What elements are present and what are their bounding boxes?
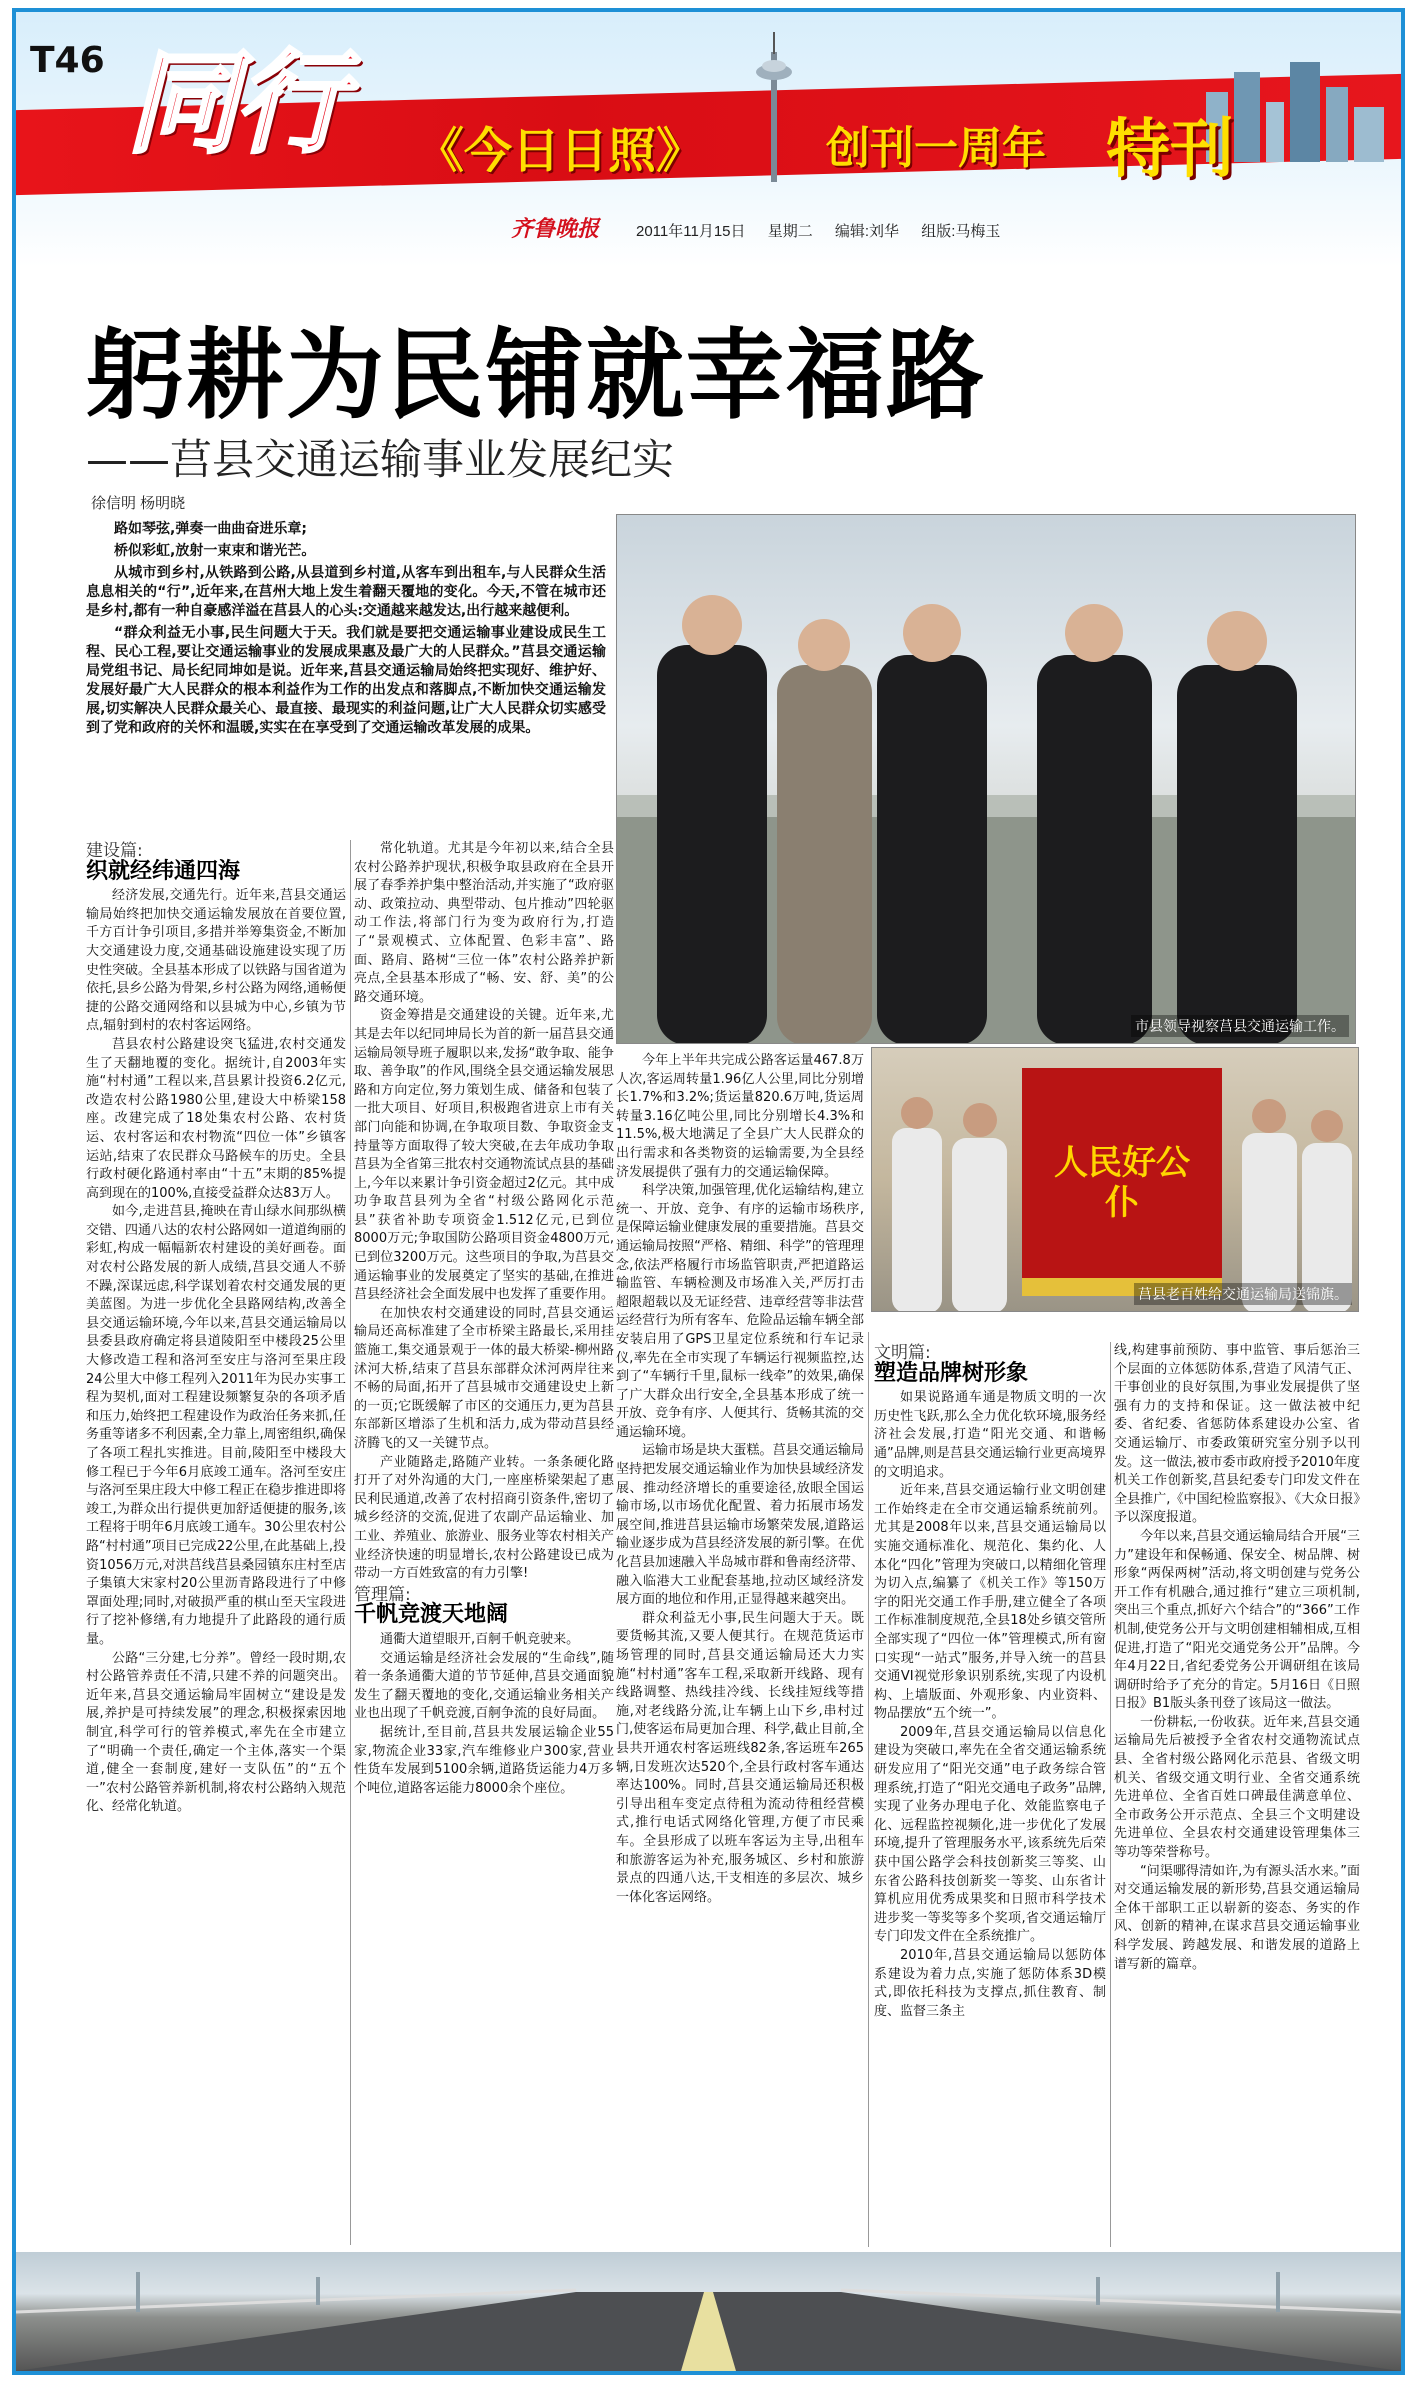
paragraph: 常化轨道。尤其是今年初以来,结合全县农村公路养护现状,积极争取县政府在全县开展了春季养护集中整治活动,并实施了“政府驱动、政策拉动、典型带动、包片推动”四轮驱动工作法,将部门行为变为政府行为,打造了“景观模式、立体配置、色彩丰富”、路面、路肩、路树“三位一体”农村公路养护新亮点,全县基本形成了“畅、安、舒、美”的公路交通环境。 [354, 841, 614, 1005]
banner-presentation-photo [871, 1047, 1359, 1312]
column-divider [350, 840, 351, 2245]
special-edition-label: 特刊 [1106, 113, 1234, 187]
paragraph: 在加快农村交通建设的同时,莒县交通运输局还高标准建了全市桥梁主路最长,采用挂篮施工,集交通景观于一体的最大桥梁-柳州路沭河大桥,结束了莒县东部群众沭河两岸往来不畅的局面,拓开了莒县城市交通建设史上新的一页;它既缓解了市区的交通压力,更为莒县东部新区增添了生机和活力,成为带动莒县经济腾飞的又一关键节点。 [354, 1305, 614, 1451]
column-divider [1110, 1342, 1111, 2247]
article-intro [86, 520, 606, 741]
paragraph: 运输市场是块大蛋糕。莒县交通运输局坚持把发展交通运输业作为加快县域经济发展、推动经济增长的重要途径,放眼全国运输市场,以市场优化配置、着力拓展市场发展空间,推进莒县运输市场繁荣发展,道路运输业逐步成为莒县经济发展的新引擎。在优化莒县加速融入半岛城市群和鲁南经济带、融入临港大工业配套基地,拉动区域经济发展方面的地位和作用,正显得越来越突出。 [616, 1443, 864, 1608]
section-title: 织就经纬通四海 [86, 858, 241, 884]
issue-layout: 组版:马梅玉 [921, 223, 1001, 240]
intro-line: 桥似彩虹,放射一束束和谐光芒。 [114, 543, 316, 559]
column-divider [868, 1332, 869, 2247]
paragraph: 莒县农村公路建设突飞猛进,农村交通发生了天翻地覆的变化。据统计,自2003年实施“村村通”工程以来,莒县累计投资6.2亿元,改造农村公路1980公里,建设大中桥梁158座。改建完成了18处集农村公路、农村货运、农村客运和农村物流“四位一体”乡镇客运站,结束了农民群众马路候车的历史。全县行政村硬化路通村率由“十五”末期的85%提高到现在的100%,直接受益群众达83万人。 [86, 1036, 346, 1201]
paragraph: 科学决策,加强管理,优化运输结构,建立统一、开放、竞争、有序的运输市场秩序,是保障运输业健康发展的重要措施。莒县交通运输局按照“严格、精细、科学”的管理理念,依法严格履行市场监管职责,严把道路运输监管、车辆检测及市场准入关,严厉打击超限超载以及无证经营、违章经营等非法营运经营行为所有客车、危险品运输车辆全部安装启用了GPS卫星定位系统和行车记录仪,率先在全市实现了车辆运行视频监控,达到了“车辆行千里,鼠标一线牵”的效果,确保了广大群众出行安全,全县基本形成了统一开放、竞争有序、人便其行、货畅其流的交通运输环境。 [616, 1183, 864, 1440]
paragraph: 今年上半年共完成公路客运量467.8万人次,客运周转量1.96亿人公里,同比分别增长1.7%和3.2%;货运量820.6万吨,货运周转量3.16亿吨公里,同比分别增长4.3%和11.5%,极大地满足了全县广大人民群众的出行需求和各类物资的运输需要,为全县经济发展提供了强有力的交通运输保障。 [616, 1053, 864, 1180]
section-logo: 同行 [126, 38, 342, 169]
paragraph: 今年以来,莒县交通运输局结合开展“三力”建设年和保畅通、保安全、树品牌、树形象“两保两树”活动,将文明创建与党务公开工作有机融合,通过推行“建立三项机制,突出三个重点,抓好六个结合”的“366”工作机制,使党务公开与文明创建相辅相成,互相促进,打造了“阳光交通党务公开”品牌。今年4月22日,省纪委党务公开调研组在该局调研时给予了充分的肯定。5月16日《日照日报》B1版头条刊登了该局这一做法。 [1114, 1528, 1360, 1712]
article-column-5 [1114, 1342, 1360, 2250]
officials-illustration [617, 515, 1356, 1044]
special-edition-anniversary: 创刊一周年 [826, 123, 1046, 174]
page-frame [12, 8, 1405, 2375]
paragraph: “问渠哪得清如许,为有源头活水来。”面对交通运输发展的新形势,莒县交通运输局全体干部职工正以崭新的姿态、务实的作风、创新的精神,在谋求莒县交通运输事业科学发展、跨越发展、和谐发展的道路上谱写新的篇章。 [1114, 1863, 1360, 1972]
special-edition-title: 《今日日照》 [416, 123, 705, 179]
paragraph: 经济发展,交通先行。近年来,莒县交通运输局始终把加快交通运输发展放在首要位置,千方百计争引项目,多措并举筹集资金,不断加大交通建设力度,交通基础设施建设实现了历史性突破。全县基本形成了以铁路与国省道为依托,县乡公路为骨架,乡村公路为网络,通畅便捷的公路交通网络和以县城为中心,乡镇为节点,辐射到村的农村客运网络。 [86, 888, 346, 1034]
page-number: T46 [30, 40, 105, 81]
lighthouse-tower-icon [744, 32, 804, 182]
intro-paragraph: 从城市到乡村,从铁路到公路,从县道到乡村道,从客车到出租车,与人民群众生活息息相关的“行”,近年来,在莒州大地上发生着翻天覆地的变化。今天,不管在城市还是乡村,都有一种自豪感洋溢在莒县人的心头:交通越来越发达,出行越来越便利。 [86, 565, 606, 619]
bridge-illustration [16, 2252, 1401, 2371]
section-title: 千帆竞渡天地阔 [354, 1602, 509, 1628]
article-column-2 [354, 840, 614, 2250]
article-column-3 [616, 1052, 864, 2250]
silk-banner-text: 人民好公仆 [1054, 1143, 1190, 1223]
bridge-road-photo [16, 2252, 1401, 2371]
paragraph: 交通运输是经济社会发展的“生命线”,随着一条条通衢大道的节节延伸,莒县交通面貌发生了翻天覆地的变化,交通运输业务相关产业也出现了千帆竞渡,百舸争流的良好局面。 [354, 1650, 614, 1722]
paragraph: 如今,走进莒县,掩映在青山绿水间那纵横交错、四通八达的农村公路网如一道道绚丽的彩虹,构成一幅幅新农村建设的美好画卷。面对农村公路发展的新人成绩,莒县交通人不骄不躁,深谋远虑,科学谋划着农村交通发展的更美蓝图。为进一步优化全县路网结构,改善全县交通运输环境,今年以来,莒县交通运输局以县委县政府确定将县道陵阳至中楼段25公里大修改造工程和洛河至安庄与洛河至果庄段24公里大中修工程列入2011年为民办实事工程为契机,面对工程建设频繁复杂的各项矛盾和压力,始终把工程建设作为政治任务来抓,任务重等诸多不利因素,全力靠上,周密组织,确保了各项工程扎实推进。目前,陵阳至中楼段大修工程已于今年6月底竣工通车。洛河至安庄与洛河至果庄段大中修工程正在稳步推进即将竣工,为群众出行提供更加舒适便捷的服务,该工程将于明年6月底竣工通车。30公里农村公路“村村通”项目已完成22公里,在此基础上,投资1056万元,对洪莒线莒县桑园镇东庄村至店子集镇大宋家村20公里沥青路段进行了中修罩面处理;同时,对破损严重的棋山至天宝段进行了挖补修缮,有力地提升了此路段的通行质量。 [86, 1204, 346, 1647]
section-label: 建设篇: [86, 841, 143, 861]
issue-weekday: 星期二 [767, 223, 813, 240]
section-label: 文明篇: [874, 1343, 931, 1363]
article-column-4 [874, 1342, 1106, 2250]
byline: 徐信明 杨明晓 [91, 495, 186, 512]
paragraph: 近年来,莒县交通运输行业文明创建工作始终走在全市交通运输系统前列。尤其是2008年以来,莒县交通运输局以实施交通标准化、规范化、集约化、人本化“四化”管理为突破口,以精细化管理为切入点,编纂了《机关工作》等150万字的阳光交通工作手册,建立健全了各项工作标准制度规范,全县18处乡镇交管所全部实现了“四位一体”管理模式,所有窗口实现“一站式”服务,并导入统一的莒县交通VI视觉形象识别系统,实现了内设机构、上墙版面、外观形象、内业资料、物品摆放“五个统一”。 [874, 1483, 1106, 1722]
section-title: 塑造品牌树形象 [874, 1360, 1029, 1386]
headline: 躬耕为民铺就幸福路 [86, 319, 987, 433]
paragraph: 通衢大道望眼开,百舸千帆竞驶来。 [380, 1631, 580, 1647]
paragraph: 资金筹措是交通建设的关键。近年来,尤其是去年以纪同坤局长为首的新一届莒县交通运输局领导班子履职以来,发扬“敢争取、能争取、善争取”的作风,围绕全县交通运输发展思路和方向定位,努力策划生成、储备和包装了一批大项目、好项目,积极跑省进京上市有关部门向能和协调,在争取项目数、争取资金支持量等方面取得了较大突破,在去年成功争取莒县为全省第三批农村交通物流试点县的基础上,今年以来累计争引资金超过2亿元。其中成功争取莒县列为全省“村级公路网化示范县”获省补助专项资金1.512亿元,已到位8000万元;争取国防公路项目资金4800万元,已到位3200万元。这些项目的争取,为莒县交通运输事业的发展奠定了坚实的基础,在推进莒县经济社会全面发展中也发挥了重要作用。 [354, 1008, 614, 1303]
section-label: 管理篇: [354, 1584, 411, 1605]
page-header [16, 12, 1401, 267]
paragraph: 群众利益无小事,民生问题大于天。既要货畅其流,又要人便其行。在规范货运市场管理的同时,莒县交通运输局还大力实施“村村通”客车工程,采取新开线路、现有线路调整、热线挂冷线、长线挂短线等措施,对老线路分流,让车辆上山下乡,串村过门,使客运布局更加合理、科学,截止目前,全县共开通农村客运班线82条,客运班车265辆,日发班次达520个,全县行政村客车通达率达100%。同时,莒县交通运输局还积极引导出租车变定点待租为流动待租经营模式,推行电话式网络化管理,方便了市民乘车。全县形成了以班车客运为主导,出租车和旅游客运为补充,服务城区、乡村和旅游景点的四通八达,干支相连的多层次、城乡一体化客运网络。 [616, 1610, 864, 1905]
paragraph: 公路“三分建,七分养”。曾经一段时期,农村公路管养责任不清,只建不养的问题突出。近年来,莒县交通运输局牢固树立“建设是发展,养护是可持续发展”的理念,积极探索因地制宜,科学可行的管养模式,率先在全市建立了“明确一个责任,确定一个主体,落实一个渠道,健全一套制度,建好一支队伍”的“五个一”农村公路管养新机制,将农村公路纳入规范化、经常化轨道。 [86, 1650, 346, 1815]
paragraph: 一份耕耘,一份收获。近年来,莒县交通运输局先后被授予全省农村交通物流试点县、全省村级公路网化示范县、省级文明机关、省级交通文明行业、全省交通系统先进单位、全省百姓口碑最佳满意单位、全市政务公开示范点、全县三个文明建设先进单位、全县农村交通建设管理集体三等功等荣誉称号。 [1114, 1714, 1360, 1861]
officials-inspection-photo [616, 514, 1356, 1044]
intro-line: 路如琴弦,弹奏一曲曲奋进乐章; [114, 521, 307, 537]
paragraph: 如果说路通车通是物质文明的一次历史性飞跃,那么全力优化软环境,服务经济社会发展,打造“阳光交通、和谐畅通”品牌,则是莒县交通运输行业更高境界的文明追求。 [874, 1390, 1106, 1480]
photo-caption: 市县领导视察莒县交通运输工作。 [1131, 1015, 1349, 1037]
article-column-1 [86, 840, 346, 2250]
paragraph: 线,构建事前预防、事中监管、事后惩治三个层面的立体惩防体系,营造了风清气正、干事创业的良好氛围,为事业发展提供了坚强有力的支持和保证。这一做法被中纪委、省纪委、省惩防体系建设办公室、省交通运输厅、市委政策研究室分别予以刊发。这一做法,被市委市政府授予2010年度机关工作创新奖,莒县纪委专门印发文件在全县推广,《中国纪检监察报》、《大众日报》予以深度报道。 [1114, 1343, 1360, 1526]
paragraph: 产业随路走,路随产业转。一条条硬化路打开了对外沟通的大门,一座座桥梁架起了惠民利民通道,改善了农村招商引资条件,密切了城乡经济的交流,促进了农副产品运输业、加工业、养殖业、旅游业、服务业等农村相关产业经济快速的明显增长,农村公路建设已成为带动一方百姓致富的有力引擎! [354, 1454, 614, 1582]
paragraph: 2009年,莒县交通运输局以信息化建设为突破口,率先在全省交通运输系统研发应用了“阳光交通”电子政务综合管理系统,打造了“阳光交通电子政务”品牌,实现了业务办理电子化、效能监察电子化、远程监控视频化,进一步优化了发展环境,提升了管理服务水平,该系统先后荣获中国公路学会科技创新奖三等奖、山东省公路科技创新奖一等奖、山东省计算机应用优秀成果奖和日照市科学技术进步奖一等奖等多个奖项,省交通运输厅专门印发文件在全系统推广。 [874, 1724, 1106, 1945]
intro-paragraph: “群众利益无小事,民生问题大于天。我们就是要把交通运输事业建设成民生工程、民心工程,要让交通运输事业的发展成果惠及最广大的人民群众。”莒县交通运输局党组书记、局长纪同坤如是说。近年来,莒县交通运输局始终把实现好、维护好、发展好最广大人民群众的根本利益作为工作的出发点和落脚点,不断加快交通运输发展,切实解决人民群众最关心、最直接、最现实的利益问题,让广大人民群众切实感受到了党和政府的关怀和温暖,实实在在享受到了交通运输改革发展的成果。 [86, 625, 606, 736]
issue-meta [636, 220, 1018, 241]
subheadline: ——莒县交通运输事业发展纪实 [86, 435, 675, 484]
issue-editor: 编辑:刘华 [834, 223, 900, 240]
photo-caption: 莒县老百姓给交通运输局送锦旗。 [1134, 1283, 1352, 1305]
issue-date: 2011年11月15日 [636, 223, 746, 240]
paragraph: 2010年,莒县交通运输局以惩防体系建设为着力点,实施了惩防体系3D模式,即依托科技为支撑点,抓住教育、制度、监督三条主 [874, 1948, 1106, 2019]
newspaper-logo: 齐鲁晚报 [511, 216, 600, 242]
paragraph: 据统计,至目前,莒县共发展运输企业55家,物流企业33家,汽车维修业户300家,营业性货车发展到5100余辆,道路货运能力4万多个吨位,道路客运能力8000余个座位。 [354, 1724, 614, 1796]
